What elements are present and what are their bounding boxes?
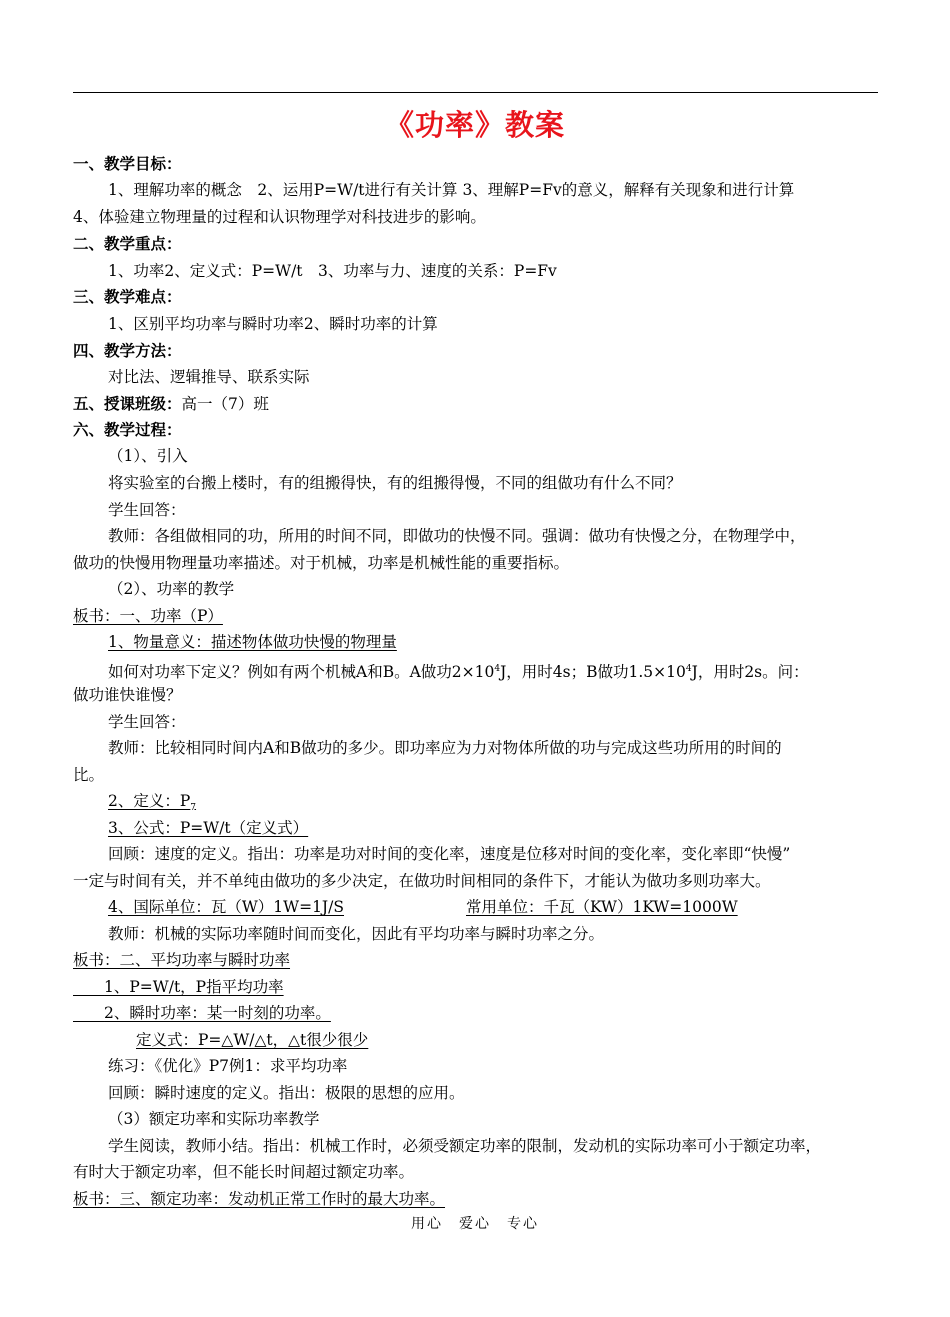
review-line-2: 回顾：瞬时速度的定义。指出：极限的思想的应用。 xyxy=(108,1084,465,1102)
formula-wrap xyxy=(108,815,918,841)
instant-power-text: 2、瞬时功率：某一时刻的功率。 xyxy=(104,1004,331,1022)
student-answer-2: 学生回答： xyxy=(108,713,186,731)
review-line-1b: 一定与时间有关，并不单纯由做功的多少决定，在做功时间相同的条件下，才能认为做功多则功率大。 xyxy=(73,872,771,890)
section-keypoints-heading: 二、教学重点： xyxy=(73,235,182,253)
rated-subheading: （3）额定功率和实际功率教学 xyxy=(108,1110,320,1128)
objectives-line-1: 1、理解功率的概念 2、运用P=W/t进行有关计算 3、理解P=Fv的意义，解释有关现象和进行计算 xyxy=(108,181,795,199)
objectives-line-2: 4、体验建立物理量的过程和认识物理学对科技进步的影响。 xyxy=(73,208,486,226)
section-class-heading: 五、授课班级： xyxy=(73,395,182,413)
exercise-line: 练习：《优化》P7例1：求平均功率 xyxy=(108,1057,348,1075)
difficulties-line: 1、区别平均功率与瞬时功率2、瞬时功率的计算 xyxy=(108,315,438,333)
teacher-line-3: 教师：机械的实际功率随时间而变化，因此有平均功率与瞬时功率之分。 xyxy=(108,925,605,943)
q2-text-1: 如何对功率下定义？例如有两个机械A和B。A做功2×10 xyxy=(108,663,495,682)
inst-power-wrap xyxy=(73,1000,883,1026)
header-rule xyxy=(73,92,878,93)
summary-line-a: 学生阅读，教师小结。指出：机械工作时，必须受额定功率的限制，发动机的实际功率可小于额定功率， xyxy=(108,1137,822,1155)
review-line-1a: 回顾：速度的定义。指出：功率是功对时间的变化率，速度是位移对时间的变化率，变化率即“快慢” xyxy=(108,845,791,863)
average-power-text: 1、P=W/t，P指平均功率 xyxy=(104,978,284,996)
physical-meaning: 1、物量意义：描述物体做功快慢的物理量 xyxy=(108,633,397,651)
board-1-wrap xyxy=(73,603,883,629)
class-value: 高一（7）班 xyxy=(181,395,269,413)
intro-question: 将实验室的台搬上楼时，有的组搬得快，有的组搬得慢，不同的组做功有什么不同？ xyxy=(108,474,682,492)
page-footer: 用心 爱心 专心 xyxy=(411,1216,539,1232)
student-answer-1: 学生回答： xyxy=(108,501,186,519)
definition-wrap xyxy=(108,788,918,814)
board-note-2: 板书：二、平均功率与瞬时功率 xyxy=(73,951,291,969)
avg-power-wrap xyxy=(73,974,303,1000)
teacher-line-1b: 做功的快慢用物理量功率描述。对于机械，功率是机械性能的重要指标。 xyxy=(73,554,570,572)
definition xyxy=(108,792,197,814)
document-title: 《功率》教案 xyxy=(384,108,565,142)
definition-page-ref: 7 xyxy=(190,803,197,814)
meaning-wrap xyxy=(108,629,918,655)
board-3-wrap xyxy=(73,1186,883,1212)
board-note-3: 板书：三、额定功率：发动机正常工作时的最大功率。 xyxy=(73,1190,446,1208)
section-process-heading: 六、教学过程： xyxy=(73,421,182,439)
q2-text-2: J，用时4s；B做功1.5×10 xyxy=(500,663,686,682)
question-2b: 做功谁快谁慢？ xyxy=(73,686,182,704)
teacher-line-1a: 教师：各组做相同的功，所用的时间不同，即做功的快慢不同。强调：做功有快慢之分，在物理学中， xyxy=(108,527,806,545)
board-2-wrap xyxy=(73,947,883,973)
question-2a xyxy=(108,656,918,682)
board-note-1: 板书：一、功率（P） xyxy=(73,607,223,625)
q2-text-3: J，用时2s。问： xyxy=(691,663,809,682)
si-unit: 4、国际单位：瓦（W）1W=1J/S xyxy=(108,898,344,916)
definition-text: 2、定义：P xyxy=(108,792,191,810)
inst-def-wrap xyxy=(136,1027,946,1053)
average-power xyxy=(73,978,284,996)
common-unit: 常用单位：千瓦（KW）1KW=1000W xyxy=(466,898,738,916)
summary-line-b: 有时大于额定功率，但不能长时间超过额定功率。 xyxy=(73,1163,415,1181)
instant-power xyxy=(73,1004,331,1022)
common-unit-wrap xyxy=(466,894,766,920)
q2-exponent-2: 4 xyxy=(685,664,692,674)
intro-subheading: （1）、引入 xyxy=(108,447,188,465)
instant-definition: 定义式：P=△W/△t，△t很少很少 xyxy=(136,1031,369,1049)
section-objectives-heading: 一、教学目标： xyxy=(73,155,182,173)
teacher-line-2a: 教师：比较相同时间内A和B做功的多少。即功率应为力对物体所做的功与完成这些功所用的时间的 xyxy=(108,739,782,757)
class-line xyxy=(73,391,883,417)
teaching-subheading: （2）、功率的教学 xyxy=(108,580,235,598)
keypoints-line: 1、功率2、定义式：P=W/t 3、功率与力、速度的关系：P=Fv xyxy=(108,262,557,280)
section-methods-heading: 四、教学方法： xyxy=(73,342,182,360)
section-difficulties-heading: 三、教学难点： xyxy=(73,288,182,306)
teacher-line-2b: 比。 xyxy=(73,766,105,784)
methods-line: 对比法、逻辑推导、联系实际 xyxy=(108,368,310,386)
q2-exponent-1: 4 xyxy=(494,664,501,674)
formula: 3、公式：P=W/t（定义式） xyxy=(108,819,309,837)
